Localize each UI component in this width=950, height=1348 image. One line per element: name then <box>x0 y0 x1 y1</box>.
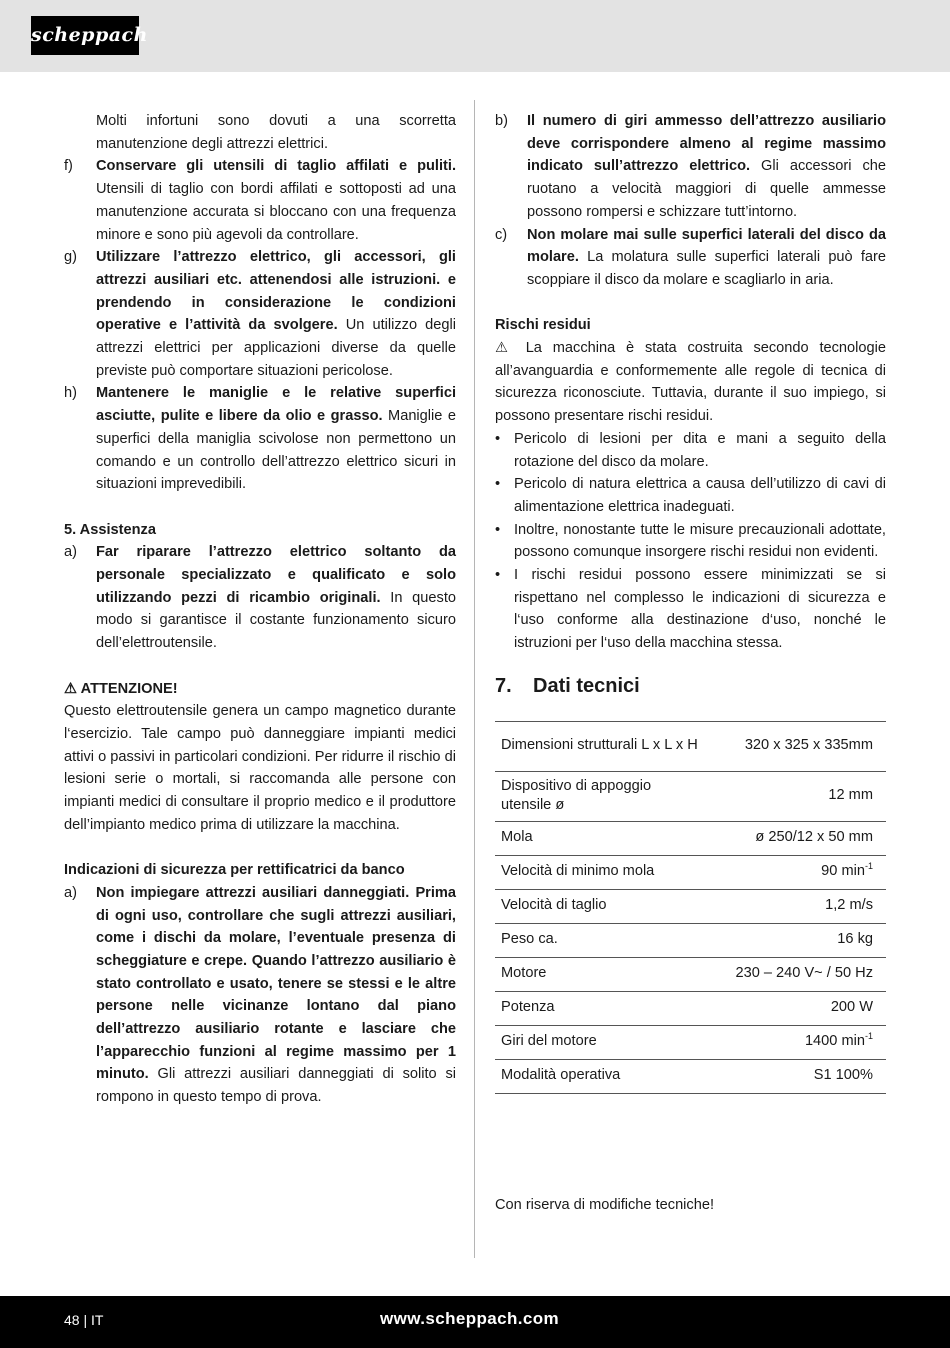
spec-value: 1400 $\min^{-1}$ <box>705 1025 886 1059</box>
item-bold-text: Non molare mai sulle superfici laterali del disco da molare. <box>527 226 886 266</box>
spec-value: 16 kg <box>705 923 886 957</box>
bullet-text: I rischi residui possono essere minimizzati se si rispettano nel complesso le indicazioni di sicurezza e l‘uso conforme alla destinazione d‘uso, nonché le istruzioni per l‘uso della macchina stessa. <box>514 567 886 652</box>
list-item <box>495 473 886 518</box>
spec-label: Giri del motore <box>495 1025 705 1059</box>
item-text: Utensili di taglio con bordi affilati e sottoposti ad una manutenzione accurata si bloccano con una frequenza minore e sono più agevoli da controllare. <box>96 181 456 243</box>
safety-item-h <box>64 382 456 496</box>
page-header <box>0 0 950 72</box>
table-row <box>495 991 886 1025</box>
technical-changes-note: Con riserva di modifiche tecniche! <box>495 1197 715 1213</box>
list-item <box>495 564 886 655</box>
warning-icon: ⚠ <box>64 680 78 697</box>
list-item <box>495 519 886 564</box>
bullet-icon: • <box>495 521 501 538</box>
indicazioni-item-b <box>495 110 886 224</box>
column-divider <box>474 100 475 1258</box>
page-number: 48 | IT <box>64 1312 104 1328</box>
spec-value: 12 mm <box>705 771 886 821</box>
item-bold-text: Conservare gli utensili di taglio affilati e puliti. <box>96 158 456 175</box>
item-text: Gli accessori che ruotano a velocità maggiori di quelle ammesse possono rompersi e schizzare tutt’intorno. <box>527 158 886 220</box>
table-row <box>495 855 886 889</box>
intro-paragraph: Molti infortuni sono dovuti a una scorretta manutenzione degli attrezzi elettrici. <box>96 113 456 152</box>
safety-item-f <box>64 155 456 246</box>
item-text: Un utilizzo degli attrezzi elettrici per applicazioni diverse da quelle previste può comportare situazioni pericolose. <box>96 317 457 379</box>
scheppach-logo: scheppach <box>31 16 139 55</box>
website-link[interactable]: www.scheppach.com <box>380 1309 560 1328</box>
spec-label: Velocità di minimo mola <box>495 855 705 889</box>
spec-label: Modalità operativa <box>495 1059 705 1093</box>
item-marker: h) <box>64 385 77 402</box>
spec-label: Dimensioni strutturali L x L x H <box>495 721 705 771</box>
attenzione-title: ATTENZIONE! <box>80 680 178 697</box>
spec-label: Peso ca. <box>495 923 705 957</box>
warning-icon: ⚠ <box>495 340 515 357</box>
table-row <box>495 957 886 991</box>
spec-value: 200 W <box>705 991 886 1025</box>
attenzione-text: Questo elettroutensile genera un campo magnetico durante l‘esercizio. Tale campo può danneggiare impianti medici attivi o passivi in particolari condizioni. Per ridurre il rischio di lesioni serie o mortali, si raccomanda alle persone con impianti medici di consultare il proprio medico e il produttore dell’impianto medico prima di utilizzare la macchina. <box>64 703 456 833</box>
left-column <box>64 110 456 1109</box>
section-title-text: Dati tecnici <box>533 674 640 697</box>
spec-value: 230 – 240 V~ / 50 Hz <box>705 957 886 991</box>
table-row <box>495 771 886 821</box>
spec-label: Mola <box>495 821 705 855</box>
bullet-icon: • <box>495 567 501 584</box>
rischi-heading: Rischi residui <box>495 317 591 334</box>
table-row <box>495 889 886 923</box>
spec-label: Dispositivo di appoggio utensile ø <box>495 771 705 821</box>
item-marker: b) <box>495 113 508 129</box>
assistenza-heading: 5. Assistenza <box>64 521 156 538</box>
spec-label: Motore <box>495 957 705 991</box>
page-footer <box>0 1296 950 1348</box>
item-marker: a) <box>64 884 77 901</box>
spec-value: 90 $\min^{-1}$ <box>705 855 886 889</box>
item-bold-text: Utilizzare l’attrezzo elettrico, gli accessori, gli attrezzi ausiliari etc. attenendosi alle istruzioni. e prendendo in considerazione le condizioni operative e l’attività da svolgere. <box>96 249 456 334</box>
bullet-text: Pericolo di lesioni per dita e mani a seguito della rotazione del disco da molare. <box>514 430 886 470</box>
bullet-text: Pericolo di natura elettrica a causa dell’utilizzo di cavi di alimentazione elettrica inadeguati. <box>514 476 886 515</box>
table-row <box>495 923 886 957</box>
assistenza-item-a <box>64 541 456 655</box>
safety-item-g <box>64 246 456 382</box>
rischi-paragraph <box>495 337 886 428</box>
rischi-text: La macchina è stata costruita secondo tecnologie all’avanguardia e conformemente alle regole di tecnica di sicurezza riconosciute. Tuttavia, durante il suo impiego, si possono presentare rischi residui. <box>495 340 886 425</box>
bullet-icon: • <box>495 430 501 447</box>
specs-table <box>495 721 886 1094</box>
table-row <box>495 1059 886 1093</box>
right-column <box>495 110 886 1094</box>
indicazioni-item-a <box>64 882 456 1109</box>
spec-value: S1 100% <box>705 1059 886 1093</box>
table-row <box>495 821 886 855</box>
item-text: Gli attrezzi ausiliari danneggiati di solito si rompono in questo tempo di prova. <box>96 1066 456 1106</box>
item-text: La molatura sulle superfici laterali può fare scoppiare il disco da molare e scagliarlo in aria. <box>527 249 886 288</box>
item-bold-text: Mantenere le maniglie e le relative superfici asciutte, pulite e libere da olio e grasso. <box>96 385 456 425</box>
item-bold-text: Far riparare l’attrezzo elettrico soltanto da personale specializzato e qualificato e solo utilizzando pezzi di ricambio originali. <box>96 544 456 606</box>
item-marker: f) <box>64 158 73 175</box>
table-row <box>495 721 886 771</box>
spec-label: Velocità di taglio <box>495 889 705 923</box>
list-item <box>495 428 886 473</box>
section-number: 7. <box>495 674 512 697</box>
item-text: In questo modo si garantisce il costante funzionamento sicuro dell’elettroutensile. <box>96 589 456 652</box>
item-marker: c) <box>495 226 508 243</box>
spec-value: 320 x 325 x 335mm <box>705 721 886 771</box>
spec-value: ø 250/12 x 50 mm <box>705 821 886 855</box>
item-bold-text: Non impiegare attrezzi ausiliari danneggiati. Prima di ogni uso, controllare che sugli attrezzi ausiliari, come i dischi da molare, l’eventuale presenza di scheggiature e crepe. Quando l’attrezzo ausiliario è stato controllato e usato, tenere se stessi e le altre persone nelle vicinanze lontano dal piano dell’attrezzo ausiliario rotante e lasciare che l’apparecchio funzioni al regime massimo per 1 minuto. <box>96 884 456 1083</box>
item-marker: g) <box>64 249 77 266</box>
bullet-icon: • <box>495 476 501 493</box>
spec-label: Potenza <box>495 991 705 1025</box>
table-row <box>495 1025 886 1059</box>
indicazioni-heading: Indicazioni di sicurezza per rettificatrici da banco <box>64 862 405 879</box>
item-bold-text: Il numero di giri ammesso dell’attrezzo ausiliario deve corrispondere almeno al regime massimo indicato sull’attrezzo elettrico. <box>527 113 886 175</box>
section-title <box>495 675 886 698</box>
attenzione-heading <box>64 678 456 701</box>
item-text: Maniglie e superfici della maniglia scivolose non permettono un comando e un controllo dell’attrezzo elettrico sicuri in situazioni imprevedibili. <box>96 408 456 493</box>
spec-value: 1,2 m/s <box>705 889 886 923</box>
indicazioni-item-c <box>495 224 886 292</box>
item-marker: a) <box>64 544 77 561</box>
bullet-text: Inoltre, nonostante tutte le misure precauzionali adottate, possono comunque insorgere rischi residui non evidenti. <box>514 521 886 561</box>
